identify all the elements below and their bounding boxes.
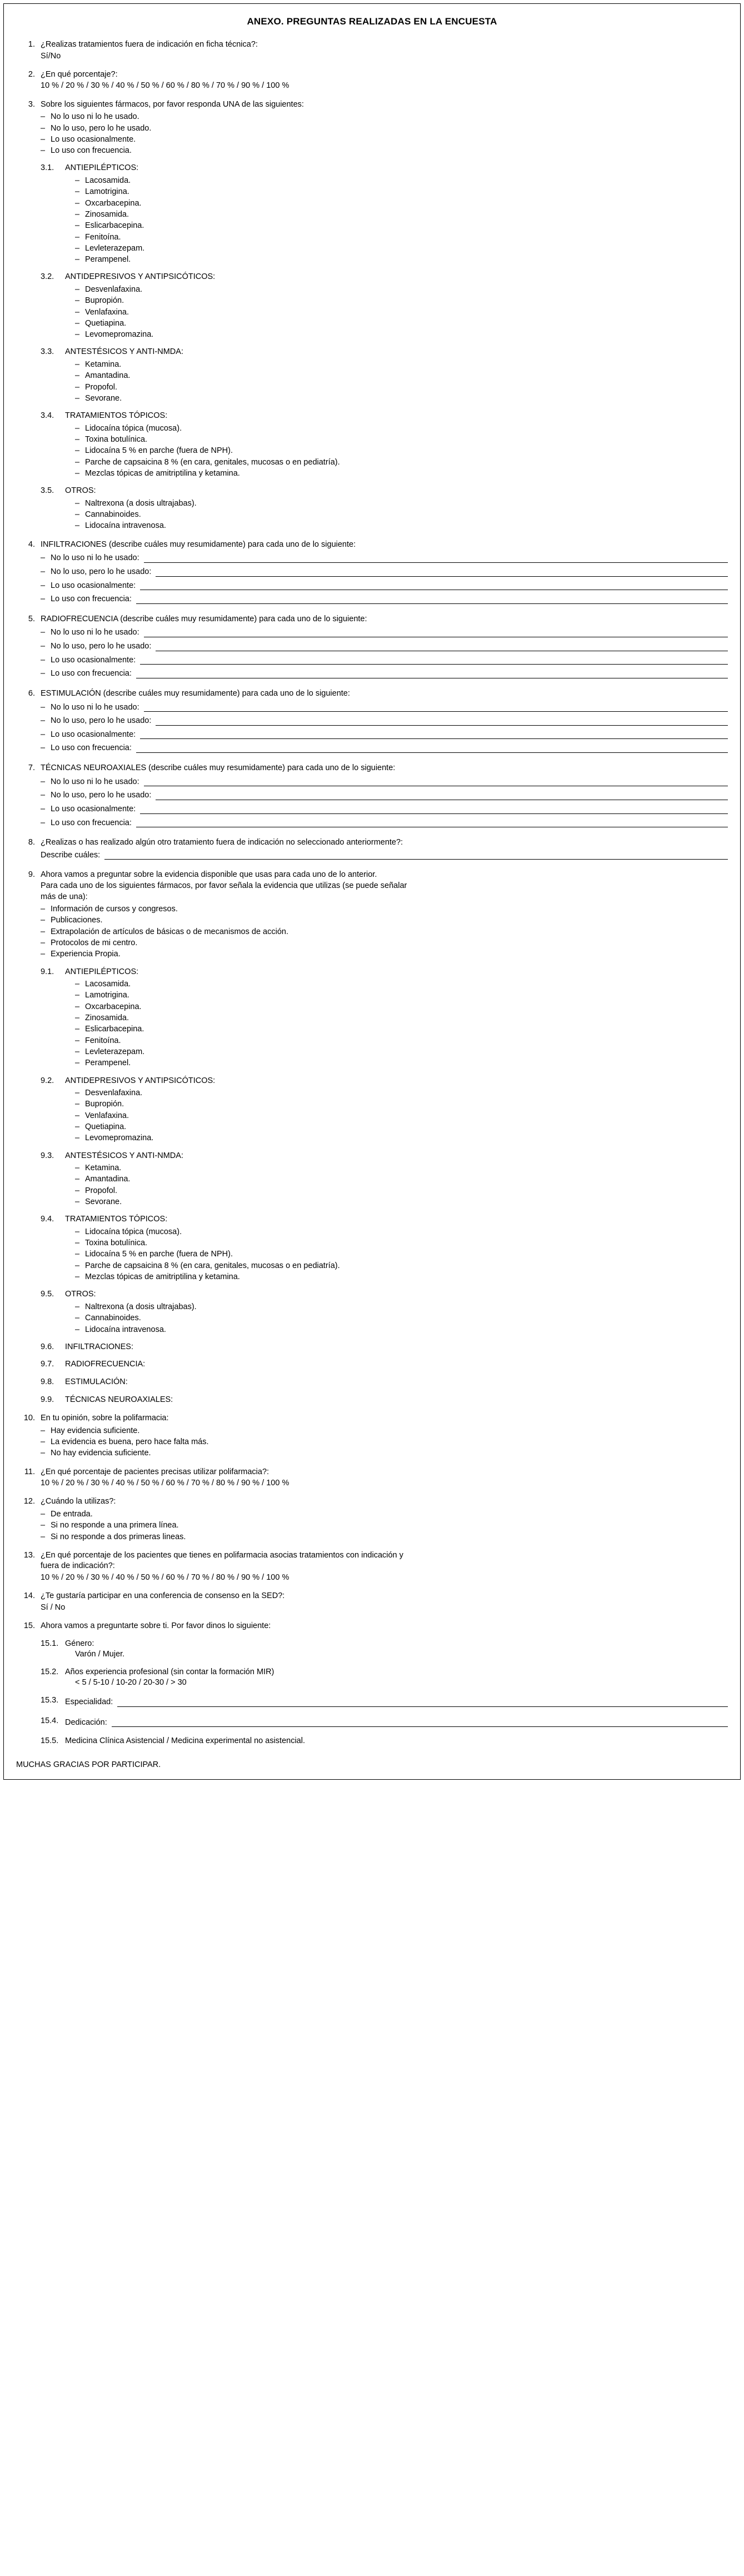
list-item[interactable]: – Ketamina. <box>75 1162 728 1174</box>
question-12 <box>16 1496 728 1542</box>
subsection-number: 15.4. <box>41 1716 59 1725</box>
question-text-line-2: Para cada uno de los siguientes fármacos, por favor señala la evidencia que utilizas (se puede señalar <box>41 881 407 890</box>
fill-in-row[interactable] <box>41 667 728 681</box>
subsection-title: Especialidad: <box>65 1697 113 1706</box>
fill-in-row[interactable] <box>41 653 728 667</box>
subsection-15-3 <box>41 1695 728 1709</box>
subsection-number: 9.9. <box>41 1395 54 1404</box>
fill-in-line[interactable] <box>136 603 728 604</box>
response-options <box>41 1425 728 1459</box>
drug-list <box>75 1162 728 1207</box>
subsection-title: INFILTRACIONES: <box>65 1342 133 1351</box>
list-item[interactable]: – Toxina botulínica. <box>75 434 728 445</box>
list-item[interactable]: – Lamotrigina. <box>75 990 728 1001</box>
subsection-number: 3.3. <box>41 347 54 357</box>
list-item[interactable]: – Amantadina. <box>75 370 728 381</box>
option-item[interactable]: – De entrada. <box>41 1509 728 1520</box>
list-item[interactable]: – Naltrexona (a dosis ultrajabas). <box>75 1301 728 1312</box>
drug-list <box>75 359 728 404</box>
subsection-15-4 <box>41 1716 728 1730</box>
dedication-row[interactable] <box>65 1716 728 1730</box>
subsection-title: ANTESTÉSICOS Y ANTI-NMDA: <box>65 1151 183 1160</box>
fill-in-line[interactable] <box>156 650 728 651</box>
question-number: 8. <box>28 838 35 847</box>
question-number: 12. <box>23 1497 35 1506</box>
page-title: ANEXO. PREGUNTAS REALIZADAS EN LA ENCUESTA <box>247 16 497 27</box>
subsection-9-9 <box>41 1395 728 1406</box>
list-item[interactable]: – Propofol. <box>75 1185 728 1196</box>
subsection-number: 3.1. <box>41 163 54 173</box>
subsection-number: 9.3. <box>41 1151 54 1160</box>
drug-list <box>75 498 728 532</box>
fill-in-line[interactable] <box>144 785 728 786</box>
fill-in-line[interactable] <box>156 725 728 726</box>
list-item[interactable]: – Eslicarbacepina. <box>75 220 728 231</box>
question-text: ¿En qué porcentaje?: <box>41 69 118 79</box>
subsection-number: 15.3. <box>41 1695 59 1705</box>
option-item[interactable]: – Experiencia Propia. <box>41 948 728 960</box>
fill-in-label: – Lo uso con frecuencia: <box>51 669 132 678</box>
question-number: 13. <box>23 1550 35 1560</box>
list-item[interactable]: – Amantadina. <box>75 1174 728 1185</box>
question-10 <box>16 1413 728 1459</box>
list-item[interactable]: – Parche de capsaicina 8 % (en cara, genitales, mucosas o en pediatría). <box>75 457 728 468</box>
list-item[interactable]: – Desvenlafaxina. <box>75 284 728 295</box>
list-item[interactable]: – Lidocaína intravenosa. <box>75 1324 728 1335</box>
subsection-number: 9.4. <box>41 1215 54 1224</box>
fill-in-row[interactable] <box>41 626 728 640</box>
question-text: ¿Realizas o has realizado algún otro tratamiento fuera de indicación no seleccionado anteriormente?: <box>41 838 403 847</box>
question-answer-options[interactable]: 10 % / 20 % / 30 % / 40 % / 50 % / 60 % / 70 % / 80 % / 90 % / 100 % <box>41 1479 289 1488</box>
question-number: 2. <box>28 69 35 79</box>
fill-in-line[interactable] <box>140 589 728 590</box>
subsection-number: 3.5. <box>41 486 54 496</box>
question-7 <box>16 763 728 830</box>
question-number: 5. <box>28 614 35 623</box>
subsection-3-2 <box>41 272 728 340</box>
questions-list <box>16 39 728 1747</box>
question-11 <box>16 1467 728 1489</box>
subsection-title: OTROS: <box>65 486 96 496</box>
fill-in-list <box>41 626 728 681</box>
fill-in-label: – No lo uso ni lo he usado: <box>51 777 139 786</box>
fill-in-line[interactable] <box>117 1706 728 1707</box>
question-text: En tu opinión, sobre la polifarmacia: <box>41 1414 169 1423</box>
question-text: Sobre los siguientes fármacos, por favor responda UNA de las siguientes: <box>41 99 304 109</box>
option-item[interactable]: – Publicaciones. <box>41 915 728 926</box>
describe-row[interactable] <box>41 848 728 862</box>
fill-in-row[interactable] <box>41 640 728 653</box>
fill-in-line[interactable] <box>104 858 728 860</box>
subsection-title: ANTIDEPRESIVOS Y ANTIPSICÓTICOS: <box>65 1076 216 1085</box>
option-item[interactable]: – Si no responde a dos primeras lineas. <box>41 1531 728 1542</box>
fill-in-label: – Lo uso ocasionalmente: <box>51 804 136 813</box>
list-item[interactable]: – Sevorane. <box>75 393 728 404</box>
subsection-title: Dedicación: <box>65 1718 107 1727</box>
question-14 <box>16 1591 728 1613</box>
subsection-9-3 <box>41 1151 728 1208</box>
fill-in-label: – No lo uso ni lo he usado: <box>51 553 139 563</box>
fill-in-line[interactable] <box>112 1726 728 1727</box>
question-number: 9. <box>28 870 35 880</box>
list-item[interactable]: – Lidocaína tópica (mucosa). <box>75 1226 728 1237</box>
list-item[interactable]: – Lidocaína 5 % en parche (fuera de NPH). <box>75 445 728 456</box>
list-item[interactable]: – Lidocaína 5 % en parche (fuera de NPH). <box>75 1249 728 1260</box>
drug-list <box>75 284 728 340</box>
subsection-9-5 <box>41 1289 728 1335</box>
fill-in-label: – Lo uso ocasionalmente: <box>51 581 136 590</box>
subsection-title[interactable]: Medicina Clínica Asistencial / Medicina experimental no asistencial. <box>65 1736 305 1746</box>
fill-in-line[interactable] <box>144 711 728 712</box>
list-item[interactable]: – Oxcarbacepina. <box>75 1001 728 1012</box>
question-3 <box>16 99 728 532</box>
list-item[interactable]: – Lacosamida. <box>75 979 728 990</box>
subsection-15-2 <box>41 1667 728 1689</box>
question-text: INFILTRACIONES (describe cuáles muy resumidamente) para cada uno de lo siguiente: <box>41 540 356 549</box>
question-number: 6. <box>28 688 35 698</box>
list-item[interactable]: – Bupropión. <box>75 1099 728 1110</box>
fill-in-row[interactable] <box>41 565 728 579</box>
question-text: ¿Cuándo la utilizas?: <box>41 1497 116 1506</box>
subsection-number: 9.5. <box>41 1290 54 1299</box>
subsection-15-1 <box>41 1639 728 1660</box>
subsection-title: Género: <box>65 1639 94 1648</box>
fill-in-line[interactable] <box>136 677 728 678</box>
question-text-line-1: ¿En qué porcentaje de los pacientes que tienes en polifarmacia asocias tratamientos con indicación y <box>41 1550 403 1560</box>
subsection-title: Años experiencia profesional (sin contar la formación MIR) <box>65 1667 274 1676</box>
option-item[interactable]: – Información de cursos y congresos. <box>41 903 728 915</box>
fill-in-label: – No lo uso, pero lo he usado: <box>51 642 152 651</box>
option-item[interactable]: – Protocolos de mi centro. <box>41 937 728 948</box>
subsection-number: 15.1. <box>41 1639 59 1648</box>
subsection-15-5 <box>41 1736 728 1747</box>
list-item[interactable]: – Perampenel. <box>75 254 728 265</box>
list-item[interactable]: – Perampenel. <box>75 1057 728 1069</box>
fill-in-line[interactable] <box>144 562 728 563</box>
question-number: 4. <box>28 540 35 549</box>
question-text: RADIOFRECUENCIA (describe cuáles muy resumidamente) para cada uno de lo siguiente: <box>41 614 367 623</box>
describe-label: Describe cuáles: <box>41 850 101 860</box>
subsection-number: 9.8. <box>41 1377 54 1386</box>
drug-list <box>75 175 728 265</box>
subsection-number: 15.2. <box>41 1667 59 1676</box>
closing-message: MUCHAS GRACIAS POR PARTICIPAR. <box>16 1760 161 1769</box>
fill-in-row[interactable] <box>41 788 728 802</box>
list-item[interactable]: – Oxcarbacepina. <box>75 198 728 209</box>
list-item[interactable]: – Lidocaína tópica (mucosa). <box>75 423 728 434</box>
question-text: ¿En qué porcentaje de pacientes precisas utilizar polifarmacia?: <box>41 1467 269 1476</box>
option-item[interactable]: – No hay evidencia suficiente. <box>41 1447 728 1459</box>
subsection-number: 9.7. <box>41 1360 54 1369</box>
fill-in-row[interactable] <box>41 816 728 830</box>
option-item[interactable]: – Extrapolación de artículos de básicas o de mecanismos de acción. <box>41 926 728 937</box>
list-item[interactable]: – Zinosamida. <box>75 209 728 220</box>
question-number: 10. <box>23 1414 35 1423</box>
subsection-number: 9.6. <box>41 1342 54 1351</box>
question-text-line-1: Ahora vamos a preguntar sobre la evidencia disponible que usas para cada uno de lo anterior. <box>41 870 377 880</box>
list-item[interactable]: – Mezclas tópicas de amitriptilina y ketamina. <box>75 468 728 479</box>
subsection-title: TÉCNICAS NEUROAXIALES: <box>65 1395 173 1404</box>
drug-list <box>75 1087 728 1144</box>
list-item[interactable]: – Cannabinoides. <box>75 509 728 520</box>
subsection-title: ANTIDEPRESIVOS Y ANTIPSICÓTICOS: <box>65 272 216 282</box>
question-text: Ahora vamos a preguntarte sobre ti. Por favor dinos lo siguiente: <box>41 1621 271 1631</box>
question-number: 14. <box>23 1591 35 1601</box>
drug-list <box>75 1226 728 1282</box>
question-2 <box>16 69 728 92</box>
question-answer-options[interactable]: Sí / No <box>41 1602 66 1612</box>
list-item[interactable]: – Venlafaxina. <box>75 1110 728 1121</box>
fill-in-label: – No lo uso ni lo he usado: <box>51 702 139 712</box>
list-item[interactable]: – Naltrexona (a dosis ultrajabas). <box>75 498 728 509</box>
subsection-title: ANTIEPILÉPTICOS: <box>65 163 139 173</box>
question-answer-options[interactable]: 10 % / 20 % / 30 % / 40 % / 50 % / 60 % / 80 % / 70 % / 90 % / 100 % <box>41 81 289 91</box>
subsection-3-5 <box>41 486 728 531</box>
question-9 <box>16 870 728 1405</box>
fill-in-label: – No lo uso, pero lo he usado: <box>51 791 152 800</box>
subsection-9-4 <box>41 1214 728 1282</box>
question-text-line-3: más de una): <box>41 892 88 901</box>
subsection-title: TRATAMIENTOS TÓPICOS: <box>65 411 168 421</box>
list-item[interactable]: – Eslicarbacepina. <box>75 1024 728 1035</box>
list-item[interactable]: – Fenitoína. <box>75 232 728 243</box>
question-number: 3. <box>28 99 35 109</box>
list-item[interactable]: – Levleterazepam. <box>75 1046 728 1057</box>
option-item[interactable]: – No lo uso ni lo he usado. <box>41 111 728 122</box>
fill-in-line[interactable] <box>136 752 728 753</box>
list-item[interactable]: – Parche de capsaicina 8 % (en cara, genitales, mucosas o en pediatría). <box>75 1260 728 1271</box>
fill-in-label: – Lo uso ocasionalmente: <box>51 655 136 665</box>
subsection-9-1 <box>41 967 728 1069</box>
fill-in-row[interactable] <box>41 579 728 593</box>
question-text: TÉCNICAS NEUROAXIALES (describe cuáles muy resumidamente) para cada uno de lo siguiente: <box>41 763 396 773</box>
list-item[interactable]: – Levomepromazina. <box>75 1132 728 1144</box>
drug-list <box>75 1301 728 1335</box>
list-item[interactable]: – Fenitoína. <box>75 1035 728 1046</box>
fill-in-label: – Lo uso con frecuencia: <box>51 743 132 753</box>
subsection-title: TRATAMIENTOS TÓPICOS: <box>65 1215 168 1224</box>
question-5 <box>16 614 728 681</box>
list-item[interactable]: – Levleterazepam. <box>75 243 728 254</box>
document-frame <box>3 3 741 1780</box>
question-answer-options[interactable]: 10 % / 20 % / 30 % / 40 % / 50 % / 60 % / 70 % / 80 % / 90 % / 100 % <box>41 1572 289 1582</box>
subsection-9-7 <box>41 1359 728 1370</box>
fill-in-row[interactable] <box>41 775 728 789</box>
option-item[interactable]: – Lo uso ocasionalmente. <box>41 134 728 145</box>
fill-in-list <box>41 701 728 756</box>
fill-in-row[interactable] <box>41 741 728 755</box>
fill-in-row[interactable] <box>41 701 728 715</box>
question-4 <box>16 540 728 606</box>
fill-in-line[interactable] <box>140 663 728 665</box>
gender-options[interactable]: Varón / Mujer. <box>75 1650 125 1659</box>
fill-in-list <box>41 775 728 830</box>
fill-in-label: – No lo uso, pero lo he usado: <box>51 716 152 726</box>
option-item[interactable]: – La evidencia es buena, pero hace falta más. <box>41 1436 728 1447</box>
question-1 <box>16 39 728 62</box>
fill-in-row[interactable] <box>41 714 728 728</box>
question-text: ¿Te gustaría participar en una conferencia de consenso en la SED?: <box>41 1591 285 1601</box>
fill-in-row[interactable] <box>41 728 728 742</box>
response-options <box>41 111 728 156</box>
list-item[interactable]: – Lidocaína intravenosa. <box>75 520 728 531</box>
subsection-3-3 <box>41 347 728 404</box>
fill-in-line[interactable] <box>144 636 728 637</box>
fill-in-list <box>41 551 728 606</box>
list-item[interactable]: – Propofol. <box>75 382 728 393</box>
fill-in-line[interactable] <box>140 813 728 814</box>
drug-list <box>75 423 728 479</box>
fill-in-line[interactable] <box>136 826 728 827</box>
list-item[interactable]: – Quetiapina. <box>75 1121 728 1132</box>
subsection-9-2 <box>41 1076 728 1144</box>
subsection-title: RADIOFRECUENCIA: <box>65 1360 146 1369</box>
question-6 <box>16 688 728 755</box>
specialty-row[interactable] <box>65 1695 728 1709</box>
question-13 <box>16 1550 728 1583</box>
subsection-title: ANTIEPILÉPTICOS: <box>65 967 139 976</box>
fill-in-row[interactable] <box>41 592 728 606</box>
drug-list <box>75 979 728 1069</box>
subsection-3-4 <box>41 411 728 479</box>
list-item[interactable]: – Sevorane. <box>75 1196 728 1207</box>
question-number: 1. <box>28 40 35 49</box>
list-item[interactable]: – Quetiapina. <box>75 318 728 329</box>
question-8 <box>16 837 728 862</box>
question-text-line-2: fuera de indicación?: <box>41 1561 115 1571</box>
subsection-9-6 <box>41 1342 728 1353</box>
experience-options[interactable]: < 5 / 5-10 / 10-20 / 20-30 / > 30 <box>75 1678 187 1688</box>
fill-in-label: – No lo uso, pero lo he usado: <box>51 567 152 576</box>
question-number: 11. <box>24 1467 35 1476</box>
question-text: ESTIMULACIÓN (describe cuáles muy resumidamente) para cada uno de lo siguiente: <box>41 688 350 698</box>
fill-in-label: – No lo uso ni lo he usado: <box>51 628 139 637</box>
subsection-9-8 <box>41 1377 728 1388</box>
list-item[interactable]: – Mezclas tópicas de amitriptilina y ketamina. <box>75 1271 728 1282</box>
fill-in-row[interactable] <box>41 802 728 816</box>
fill-in-label: – Lo uso con frecuencia: <box>51 595 132 604</box>
list-item[interactable]: – Levomepromazina. <box>75 329 728 340</box>
subsection-number: 9.2. <box>41 1076 54 1085</box>
fill-in-line[interactable] <box>140 738 728 739</box>
list-item[interactable]: – Ketamina. <box>75 359 728 370</box>
subsection-3-1 <box>41 163 728 265</box>
list-item[interactable]: – Venlafaxina. <box>75 307 728 318</box>
subsection-number: 15.5. <box>41 1736 59 1746</box>
subsection-number: 3.2. <box>41 272 54 282</box>
fill-in-label: – Lo uso con frecuencia: <box>51 818 132 827</box>
subsection-number: 9.1. <box>41 967 54 976</box>
subsection-title: OTROS: <box>65 1290 96 1299</box>
question-answer-options[interactable]: Sí/No <box>41 51 61 61</box>
question-15 <box>16 1621 728 1747</box>
evidence-options <box>41 903 728 960</box>
option-item[interactable]: – Lo uso con frecuencia. <box>41 145 728 156</box>
option-item[interactable]: – Si no responde a una primera línea. <box>41 1520 728 1531</box>
list-item[interactable]: – Desvenlafaxina. <box>75 1087 728 1099</box>
fill-in-line[interactable] <box>156 799 728 800</box>
fill-in-label: – Lo uso ocasionalmente: <box>51 730 136 739</box>
response-options <box>41 1509 728 1542</box>
fill-in-line[interactable] <box>156 576 728 577</box>
list-item[interactable]: – Cannabinoides. <box>75 1312 728 1324</box>
list-item[interactable]: – Lacosamida. <box>75 175 728 186</box>
subsection-number: 3.4. <box>41 411 54 421</box>
list-item[interactable]: – Zinosamida. <box>75 1012 728 1024</box>
question-number: 15. <box>23 1621 35 1631</box>
subsection-title: ANTESTÉSICOS Y ANTI-NMDA: <box>65 347 183 357</box>
list-item[interactable]: – Lamotrigina. <box>75 186 728 197</box>
option-item[interactable]: – Hay evidencia suficiente. <box>41 1425 728 1436</box>
question-number: 7. <box>28 763 35 773</box>
fill-in-row[interactable] <box>41 551 728 565</box>
question-text: ¿Realizas tratamientos fuera de indicación en ficha técnica?: <box>41 40 258 49</box>
list-item[interactable]: – Bupropión. <box>75 295 728 306</box>
subsection-title: ESTIMULACIÓN: <box>65 1377 128 1386</box>
list-item[interactable]: – Toxina botulínica. <box>75 1237 728 1249</box>
option-item[interactable]: – No lo uso, pero lo he usado. <box>41 123 728 134</box>
